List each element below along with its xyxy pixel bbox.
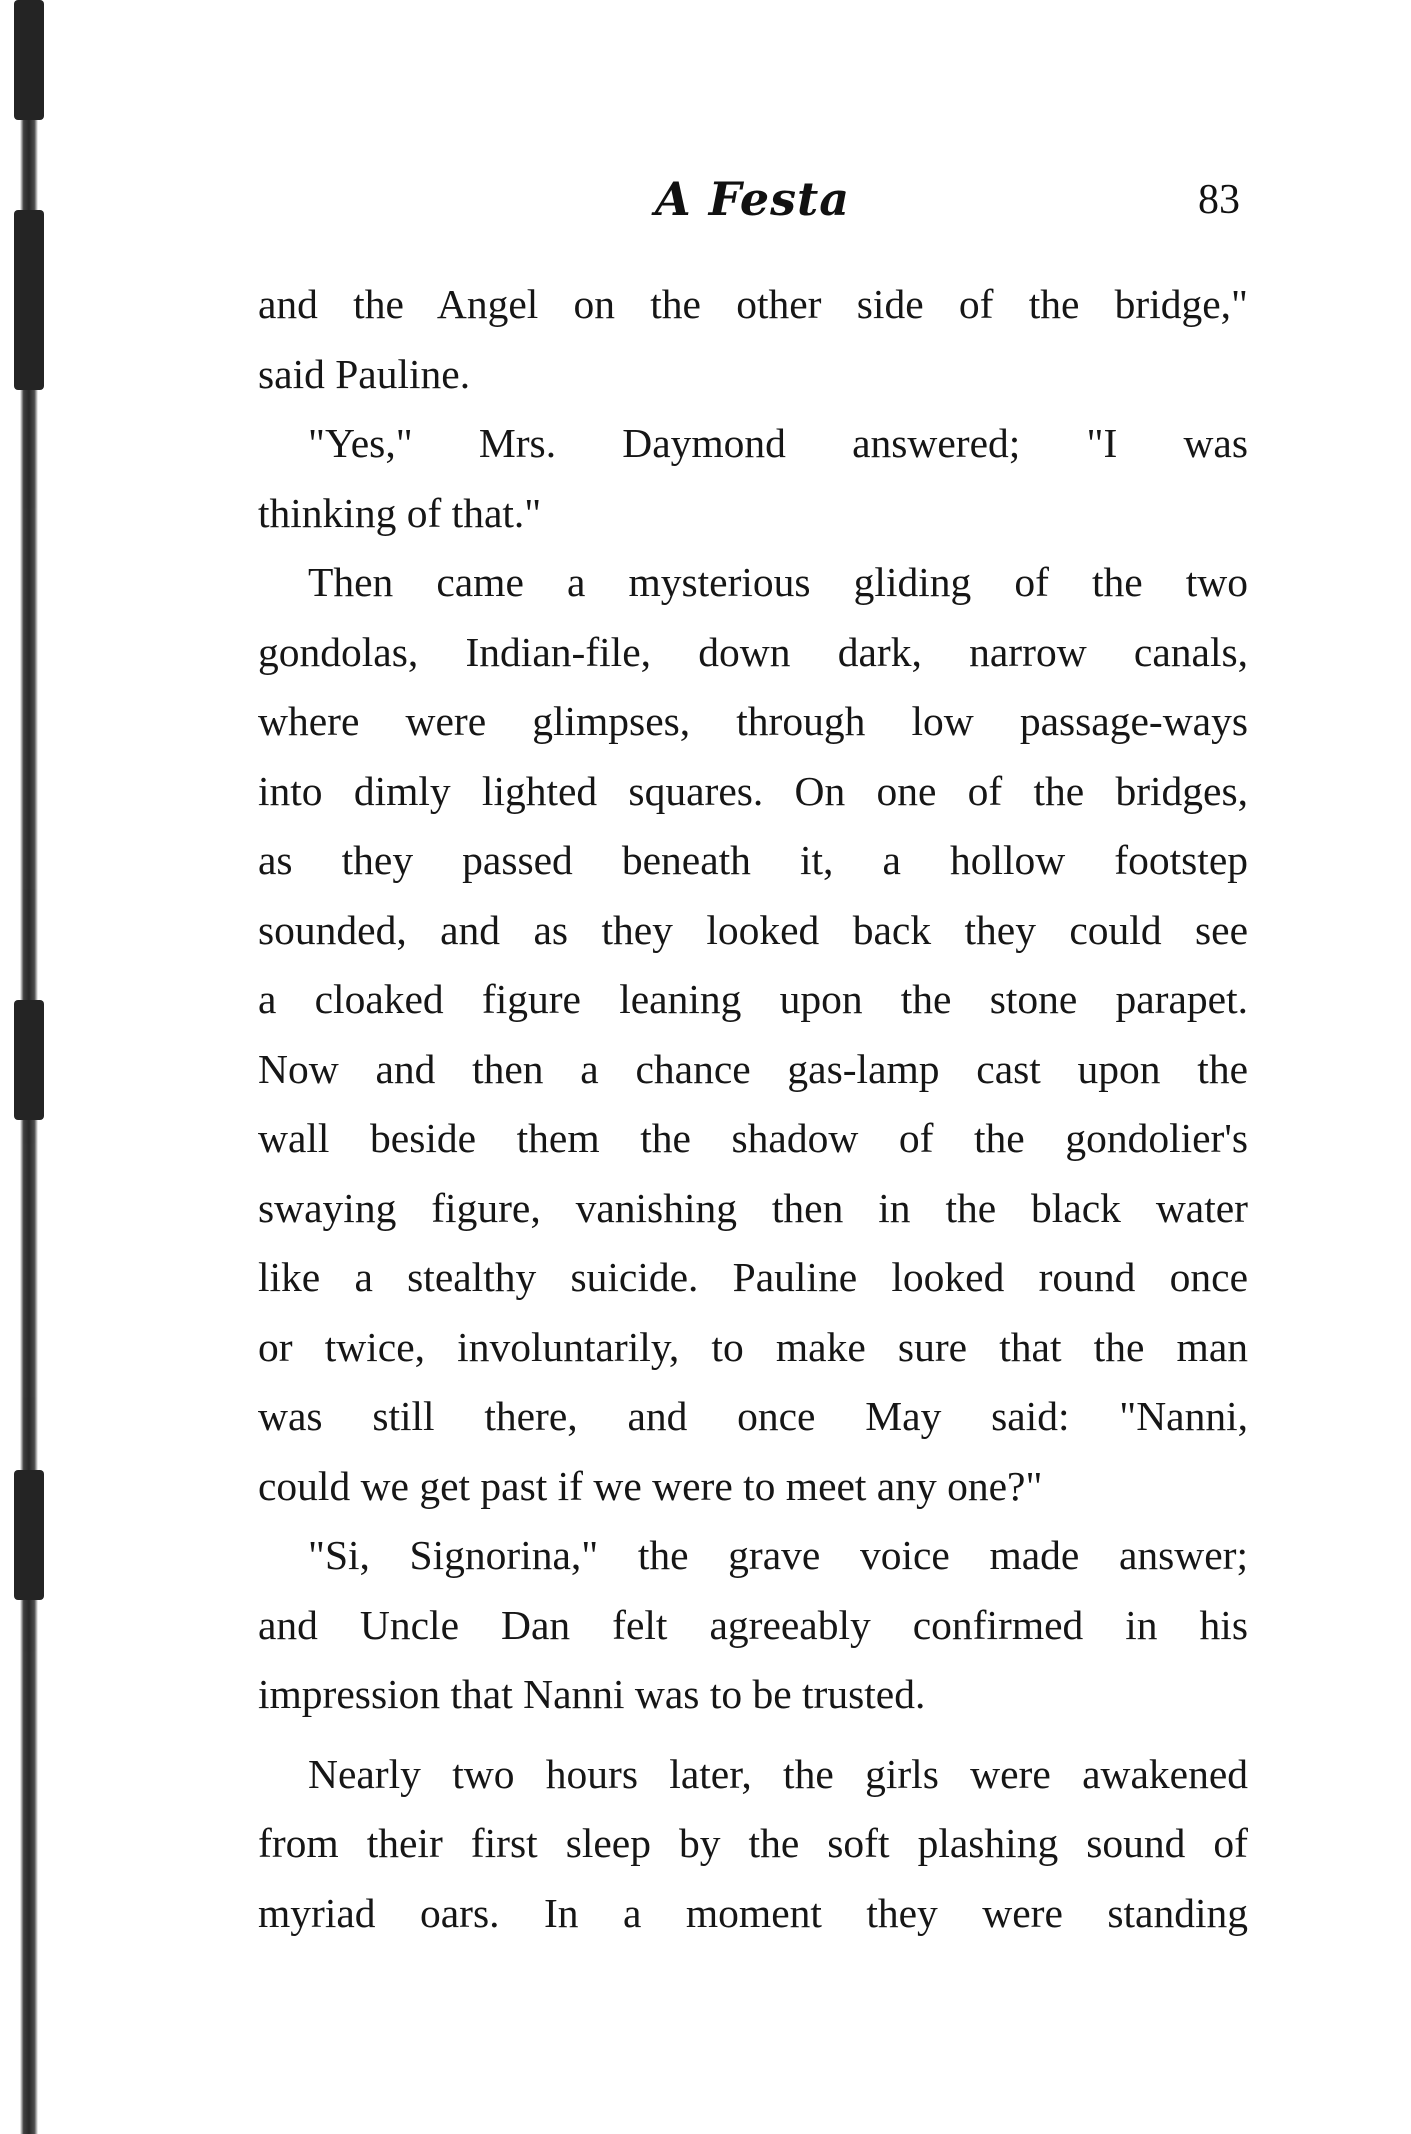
running-title: A Festa xyxy=(655,172,851,226)
text-line: was still there, and once May said: "Nanni, xyxy=(258,1393,1248,1439)
paragraph xyxy=(258,548,1248,1521)
text-line: sounded, and as they looked back they could see xyxy=(258,906,1248,953)
text-line: like a stealthy suicide. Pauline looked round once xyxy=(258,1254,1248,1300)
text-line: could we get past if we were to meet any one?" xyxy=(258,1462,1043,1509)
text-line: "Yes," Mrs. Daymond answered; "I was xyxy=(308,420,1248,466)
text-line: Nearly two hours later, the girls were awakened xyxy=(308,1750,1248,1797)
body-text xyxy=(258,270,1248,1948)
text-line: thinking of that." xyxy=(258,489,542,536)
text-line: gondolas, Indian-file, down dark, narrow canals, xyxy=(258,628,1248,675)
text-line: and the Angel on the other side of the bridge," xyxy=(258,281,1248,327)
text-line: "Si, Signorina," the grave voice made answer; xyxy=(308,1532,1248,1578)
paragraph xyxy=(258,409,1248,548)
text-line: into dimly lighted squares. On one of the bridges, xyxy=(258,767,1248,814)
page-number: 83 xyxy=(1198,177,1240,223)
binding-shadow xyxy=(14,1000,44,1120)
binding-shadow xyxy=(14,0,44,120)
text-line: a cloaked figure leaning upon the stone parapet. xyxy=(258,976,1248,1022)
binding-shadow xyxy=(14,1470,44,1600)
text-line: or twice, involuntarily, to make sure that the man xyxy=(258,1323,1248,1370)
paragraph xyxy=(258,270,1248,409)
running-head xyxy=(0,172,1411,232)
text-line: Now and then a chance gas-lamp cast upon the xyxy=(258,1045,1248,1092)
binding-shadow xyxy=(14,210,44,390)
text-line: and Uncle Dan felt agreeably confirmed in his xyxy=(258,1601,1248,1648)
paragraph-gap xyxy=(258,1730,1248,1740)
text-line: wall beside them the shadow of the gondolier's xyxy=(258,1115,1248,1161)
text-line: impression that Nanni was to be trusted. xyxy=(258,1671,926,1717)
paragraph xyxy=(258,1740,1248,1949)
paragraph xyxy=(258,1521,1248,1730)
text-line: said Pauline. xyxy=(258,350,471,397)
text-line: as they passed beneath it, a hollow footstep xyxy=(258,837,1248,883)
text-line: from their first sleep by the soft plashing sound of xyxy=(258,1820,1248,1866)
text-line: swaying figure, vanishing then in the black water xyxy=(258,1184,1248,1231)
text-line: myriad oars. In a moment they were standing xyxy=(258,1889,1248,1936)
binding-edge xyxy=(20,0,38,2134)
text-line: Then came a mysterious gliding of the two xyxy=(308,559,1248,605)
text-line: where were glimpses, through low passage-ways xyxy=(258,698,1248,744)
